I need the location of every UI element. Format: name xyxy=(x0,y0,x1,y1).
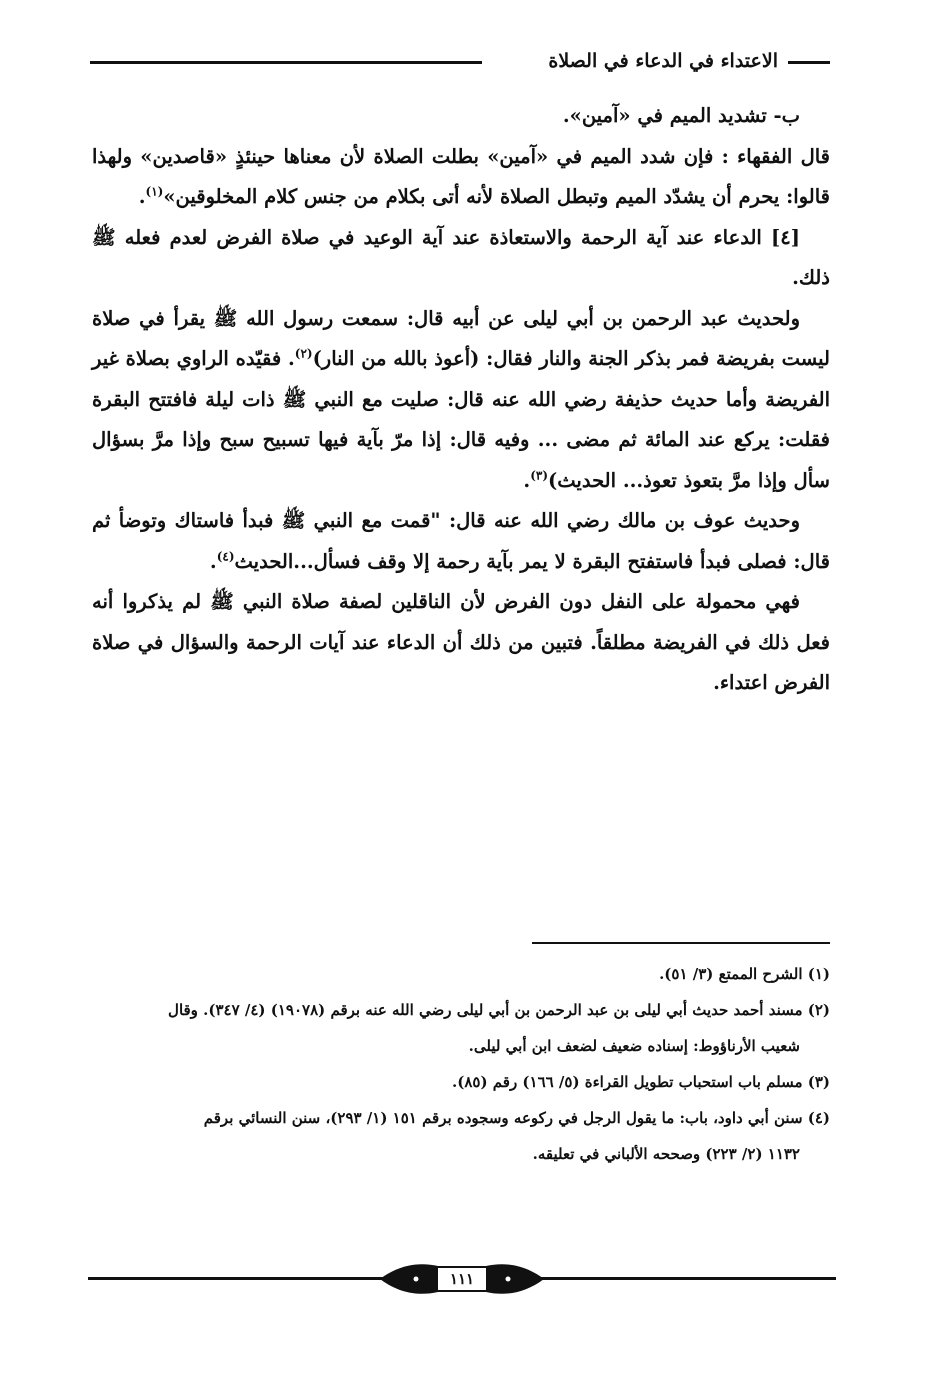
footer-rule-right xyxy=(536,1277,836,1280)
footnote-1: (١) الشرح الممتع (٣/ ٥١). xyxy=(659,965,830,983)
paragraph-2-text: قال الفقهاء : فإن شدد الميم في «آمين» بطلت الصلاة لأن معناها حينئذٍ «قاصدين» ولهذا قالوا: يحرم أن يشدّد الميم وتبطل الصلاة لأنه أتى بكلام من جنس كلام المخلوقين» xyxy=(92,144,830,208)
footnote-2-continued: شعيب الأرناؤوط: إسناده ضعيف لضعف ابن أبي ليلى. xyxy=(468,1037,800,1055)
footnote-ref-4: (٤) xyxy=(216,549,235,563)
paragraph-1: ب- تشديد الميم في «آمين». xyxy=(562,104,800,127)
paragraph-6: فهي محمولة على النفل دون الفرض لأن الناقلين لصفة صلاة النبي ﷺ لم يذكروا أنه فعل ذلك في الفريضة مطلقاً. فتبين من ذلك أن الدعاء عند آيات الرحمة والسؤال في صلاة الفرض اعتداء. xyxy=(92,590,830,694)
footnotes xyxy=(92,956,830,1172)
footnote-2: (٢) مسند أحمد حديث أبي ليلى بن عبد الرحمن بن أبي ليلى رضي الله عنه برقم (١٩٠٧٨) (٤/ ٣٤٧). وقال xyxy=(168,1001,830,1019)
header-rule-right xyxy=(788,61,830,64)
paragraph-4-end: . xyxy=(523,468,531,492)
main-text xyxy=(92,96,830,704)
footnote-4-continued: ١١٣٢ (٢/ ٢٢٣) وصححه الألباني في تعليقه. xyxy=(532,1145,800,1163)
paragraph-3: [٤] الدعاء عند آية الرحمة والاستعاذة عند آية الوعيد في صلاة الفرض لعدم فعله ﷺ ذلك. xyxy=(92,225,830,289)
paragraph-2-end: . xyxy=(138,185,146,208)
page-footer xyxy=(88,1262,836,1296)
footnote-ref-3: (٣) xyxy=(530,468,549,482)
paragraph-5 xyxy=(92,501,830,582)
header-title: الاعتداء في الدعاء في الصلاة xyxy=(548,50,778,72)
paragraph-4 xyxy=(92,299,830,502)
footnote-3: (٣) مسلم باب استحباب تطويل القراءة (٥/ ١٦٦) رقم (٨٥). xyxy=(452,1073,830,1091)
paragraph-2 xyxy=(92,137,830,218)
footnote-separator xyxy=(532,942,830,944)
footnote-ref-1: (١) xyxy=(145,184,164,199)
header-rule-left xyxy=(90,61,482,64)
footnote-4: (٤) سنن أبي داود، باب: ما يقول الرجل في ركوعه وسجوده برقم ١٥١ (١/ ٢٩٣)، سنن النسائي برقم xyxy=(203,1109,830,1127)
running-header xyxy=(90,46,830,76)
paragraph-4-text-b: . فقيّده الراوي بصلاة غير الفريضة وأما حديث حذيفة رضي الله عنه قال: صليت مع النبي ﷺ ذات ليلة فافتتح البقرة فقلت: يركع عند المائة ثم مضى ... وفيه قال: إذا مرّ بآية فيها تسبيح سبح وإذا مرَّ بسؤال سأل وإذا مرَّ بتعوذ تعوذ... الحديث) xyxy=(92,347,830,492)
footnote-ref-2: (٢) xyxy=(294,346,313,361)
page-number: ١١١ xyxy=(438,1268,486,1290)
paragraph-5-text: وحديث عوف بن مالك رضي الله عنه قال: "قمت مع النبي ﷺ فبدأ فاستاك وتوضأ ثم قال: فصلى فبدأ فاستفتح البقرة لا يمر بآية رحمة إلا وقف فسأل...الحديث xyxy=(92,509,830,573)
footer-rule-left xyxy=(88,1277,388,1280)
paragraph-4-text-a: ولحديث عبد الرحمن بن أبي ليلى عن أبيه قال: سمعت رسول الله ﷺ يقرأ في صلاة ليست بفريضة فمر بذكر الجنة والنار فقال: (أعوذ بالله من النار) xyxy=(92,306,830,370)
paragraph-5-end: . xyxy=(209,549,217,573)
